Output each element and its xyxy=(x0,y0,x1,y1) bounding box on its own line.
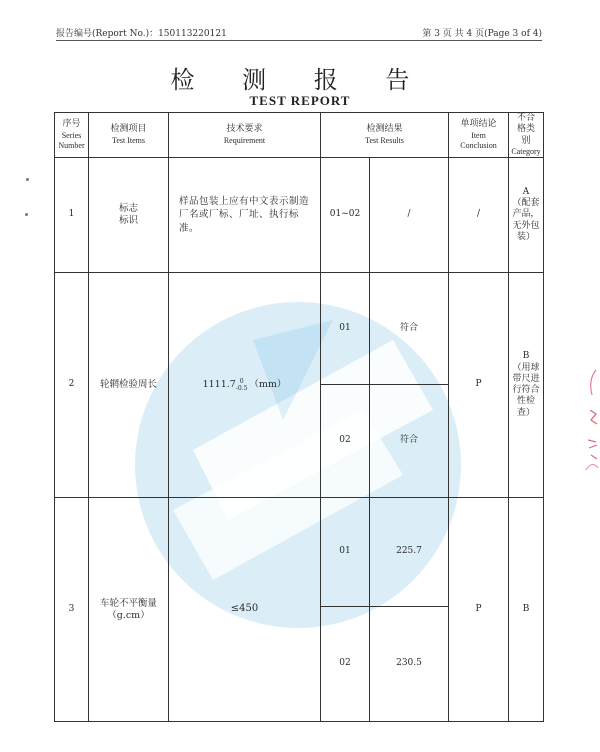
title-english: TEST REPORT xyxy=(249,93,351,108)
row3-sample-1: 01 xyxy=(339,546,351,557)
row1-result: / xyxy=(407,209,411,220)
row2-req-tol-lower: -0.5 xyxy=(235,385,248,392)
header-item xyxy=(89,113,168,157)
row1-conclusion: / xyxy=(476,209,481,220)
row2-conclusion: P xyxy=(475,379,482,390)
seal-stamp-fragment xyxy=(582,360,600,490)
header-results-cn: 检测结果 xyxy=(366,124,403,135)
row2-req-value: 1111.7 xyxy=(202,379,236,391)
row3-item: 车轮不平衡量 （g.cm） xyxy=(99,597,157,621)
row2-sample-1: 01 xyxy=(339,322,351,333)
row2-req-tol-upper: 0 xyxy=(239,378,244,385)
row2-req-unit: （mm） xyxy=(249,379,287,391)
header-results-en: Test Results xyxy=(365,135,404,145)
grid-line xyxy=(543,112,544,722)
page-indicator: 第 3 页 共 4 页(Page 3 of 4) xyxy=(422,29,542,39)
header-req-en: Requirement xyxy=(223,135,266,145)
title-chinese: 检 测 报 告 xyxy=(170,66,430,94)
header-serial-en: Series Number xyxy=(58,130,85,150)
row2-serial: 2 xyxy=(68,379,75,390)
row1-item: 标志 标识 xyxy=(118,203,138,226)
header-req-cn: 技术要求 xyxy=(226,124,263,135)
header-category-en: Category xyxy=(511,146,541,156)
row1-serial: 1 xyxy=(68,209,75,220)
grid-line xyxy=(54,721,544,722)
row1-category: A （配套产品，无外包装） xyxy=(512,186,540,242)
header-item-cn: 检测项目 xyxy=(110,124,147,135)
row3-requirement: ≤450 xyxy=(230,603,259,615)
header-conclusion-cn: 单项结论 xyxy=(460,119,497,130)
row3-category: B xyxy=(522,603,530,614)
row2-sample-2: 02 xyxy=(339,435,351,446)
header-item-en: Test Items xyxy=(112,135,145,145)
test-results-table xyxy=(54,112,544,722)
header-category xyxy=(509,113,543,157)
scan-mark xyxy=(26,178,29,181)
header-category-cn: 不合格类别 xyxy=(516,113,535,146)
header-rule xyxy=(56,40,542,41)
row3-sample-2: 02 xyxy=(339,658,351,669)
row3-result-1: 225.7 xyxy=(396,546,422,557)
row3-conclusion: P xyxy=(475,603,482,614)
report-number: 报告编号(Report No.)：150113220121 xyxy=(56,29,227,39)
row1-sample: 01~02 xyxy=(329,209,361,220)
row2-result-2: 符合 xyxy=(399,435,418,446)
row2-result-1: 符合 xyxy=(399,322,418,333)
row3-serial: 3 xyxy=(68,603,75,614)
header-serial-cn: 序号 xyxy=(62,119,81,130)
scan-mark xyxy=(25,213,28,216)
row2-req-tolerance xyxy=(236,378,248,392)
header-conclusion xyxy=(449,113,508,157)
row2-requirement xyxy=(169,273,320,497)
row2-item: 轮辋检验周长 xyxy=(99,379,157,391)
header-serial xyxy=(55,113,88,157)
header-results xyxy=(321,113,448,157)
header-requirement xyxy=(169,113,320,157)
row1-requirement: 样品包装上应有中文表示制造厂名或厂标、厂址、执行标准。 xyxy=(179,196,310,234)
row2-category: B （用球带尺进行符合性检查） xyxy=(512,351,540,418)
row3-result-2: 230.5 xyxy=(396,658,422,669)
header-conclusion-en: Item Conclusion xyxy=(460,130,497,150)
page-header xyxy=(56,26,542,40)
